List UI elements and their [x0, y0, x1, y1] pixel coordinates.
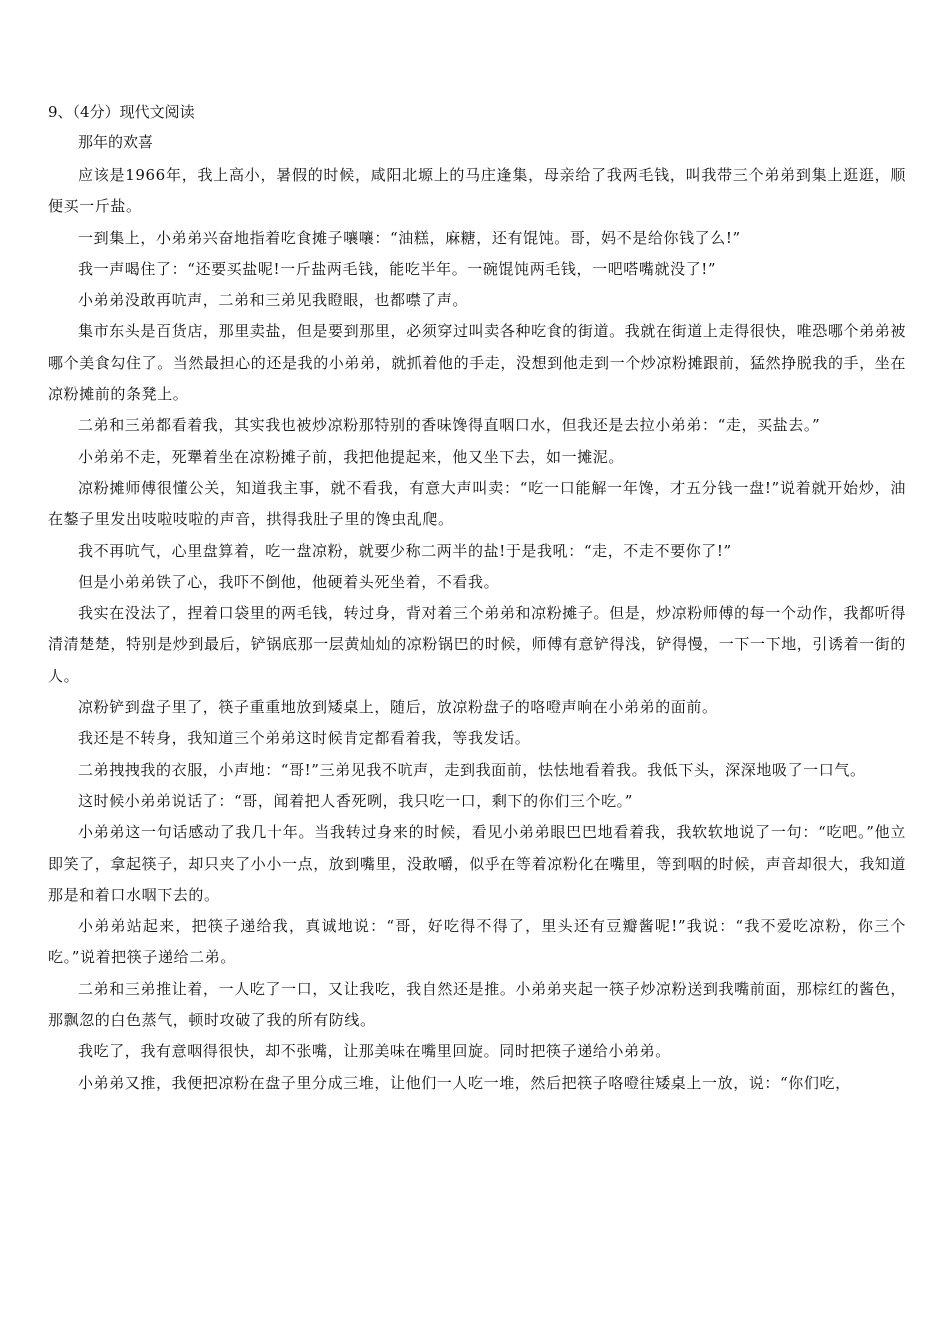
article-paragraph: 二弟和三弟推让着，一人吃了一口，又让我吃，我自然还是推。小弟弟夹起一筷子炒凉粉送到我嘴前面，那棕红的酱色，那飘忽的白色蒸气，顿时攻破了我的所有防线。	[48, 979, 906, 1030]
article-paragraph: 小弟弟站起来，把筷子递给我，真诚地说：“哥，好吃得不得了，里头还有豆瓣酱呢!”我说：“我不爱吃凉粉，你三个吃。”说着把筷子递给二弟。	[48, 917, 906, 967]
article-paragraph: 我一声喝住了：“还要买盐呢!一斤盐两毛钱，能吃半年。一碗馄饨两毛钱，一吧嗒嘴就没了!”	[78, 259, 717, 278]
article-paragraph: 二弟拽拽我的衣服，小声地：“哥!”三弟见我不吭声，走到我面前，怯怯地看着我。我低下头，深深地吸了一口气。	[78, 760, 866, 779]
article-paragraph: 应该是1966年，我上高小，暑假的时候，咸阳北塬上的马庄逢集，母亲给了我两毛钱，叫我带三个弟弟到集上逛逛，顺便买一斤盐。	[48, 166, 906, 216]
question-heading	[48, 98, 906, 126]
article-paragraph: 凉粉摊师傅很懂公关，知道我主事，就不看我，有意大声叫卖：“吃一口能解一年馋，才五分钱一盘!”说着就开始炒，油在鏊子里发出吱啦吱啦的声音，拱得我肚子里的馋虫乱爬。	[48, 478, 906, 529]
question-type: 现代文阅读	[119, 103, 195, 121]
article-paragraph: 小弟弟不走，死犟着坐在凉粉摊子前，我把他提起来，他又坐下去，如一摊泥。	[78, 447, 625, 466]
article-paragraph: 我不再吭气，心里盘算着，吃一盘凉粉，就要少称二两半的盐!于是我吼：“走，不走不要你了!”	[78, 541, 732, 560]
article-paragraph: 我还是不转身，我知道三个弟弟这时候肯定都看着我，等我发话。	[78, 729, 531, 748]
article-paragraph: 这时候小弟弟说话了：“哥，闻着把人香死咧，我只吃一口，剩下的你们三个吃。”	[78, 791, 634, 810]
article-title: 那年的欢喜	[78, 133, 154, 151]
article-paragraph: 小弟弟没敢再吭声，二弟和三弟见我瞪眼，也都噤了声。	[78, 291, 469, 310]
article-paragraph: 我实在没法了，捏着口袋里的两毛钱，转过身，背对着三个弟弟和凉粉摊子。但是，炒凉粉师傅的每一个动作，我都听得清清楚楚，特别是炒到最后，铲锅底那一层黄灿灿的凉粉锅巴的时候，师傅有意铲得浅，铲得慢，一下一下地，引诱着一街的人。	[48, 604, 907, 685]
article-paragraph: 一到集上，小弟弟兴奋地指着吃食摊子嚷嚷：“油糕，麻糖，还有馄饨。哥，妈不是给你钱了么!”	[78, 228, 741, 247]
reading-section	[48, 98, 906, 1099]
question-number: 9、	[48, 103, 73, 121]
article-paragraph: 集市东头是百货店，那里卖盐，但是要到那里，必须穿过叫卖各种吃食的街道。我就在街道上走得很快，唯恐哪个弟弟被哪个美食勾住了。当然最担心的还是我的小弟弟，就抓着他的手走，没想到他走到一个炒凉粉摊跟前，猛然挣脱我的手，坐在凉粉摊前的条凳上。	[48, 322, 907, 404]
article-paragraph: 小弟弟又推，我便把凉粉在盘子里分成三堆，让他们一人吃一堆，然后把筷子咯噔往矮桌上一放，说：“你们吃，	[78, 1073, 851, 1092]
article-paragraph: 凉粉铲到盘子里了，筷子重重地放到矮桌上，随后，放凉粉盘子的咯噔声响在小弟弟的面前。	[78, 698, 718, 717]
article-paragraph: 二弟和三弟都看着我，其实我也被炒凉粉那特别的香味馋得直咽口水，但我还是去拉小弟弟：“走，买盐去。”	[78, 416, 821, 435]
question-points: （4分）	[72, 103, 120, 121]
article-paragraph: 但是小弟弟铁了心，我吓不倒他，他硬着头死坐着，不看我。	[78, 572, 500, 591]
article-paragraph: 我吃了，我有意咽得很快，却不张嘴，让那美味在嘴里回旋。同时把筷子递给小弟弟。	[78, 1042, 671, 1061]
article-paragraph: 小弟弟这一句话感动了我几十年。当我转过身来的时候，看见小弟弟眼巴巴地看着我，我软软地说了一句：“吃吧。”他立即笑了，拿起筷子，却只夹了小小一点，放到嘴里，没敢嚼，似乎在等着凉粉化在嘴里，等到咽的时候，声音却很大，我知道那是和着口水咽下去的。	[48, 823, 907, 904]
